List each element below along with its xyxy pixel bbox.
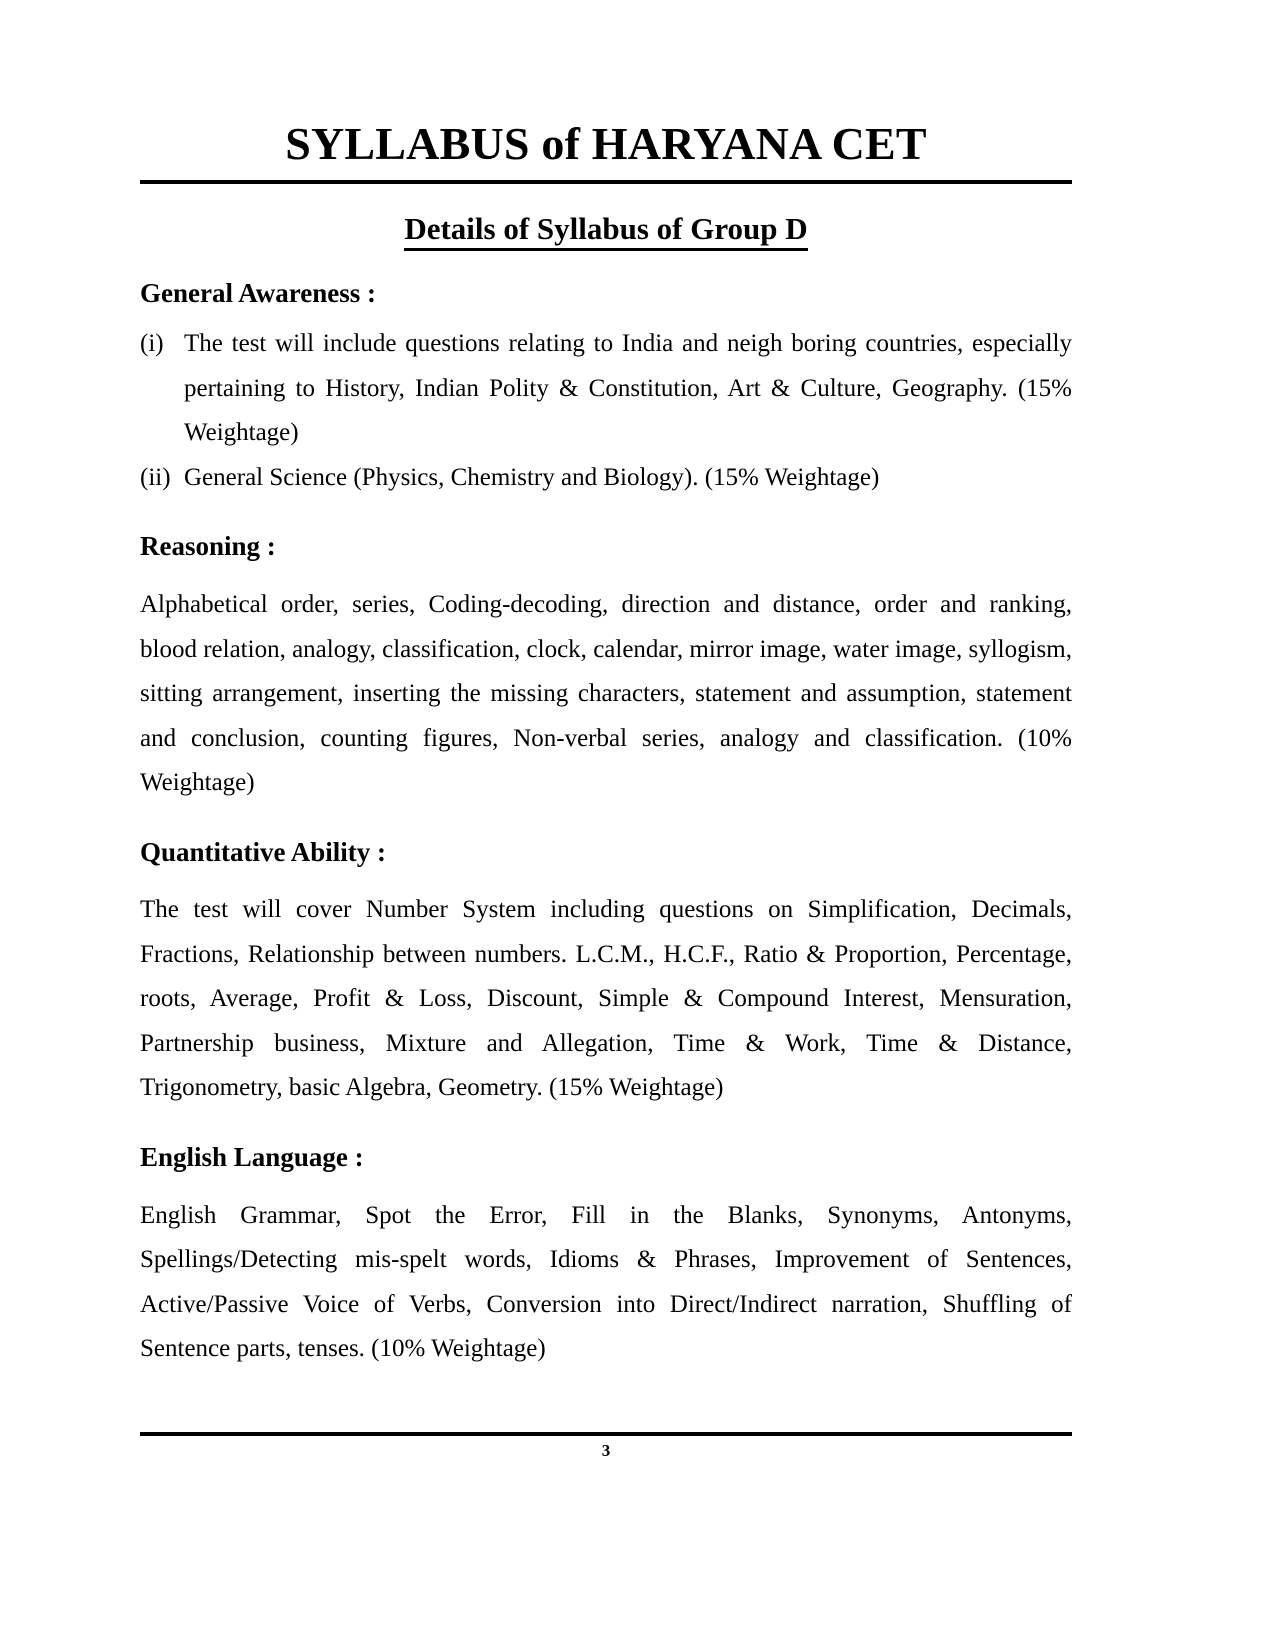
page-footer [140,1432,1072,1461]
section-body-quantitative-ability: The test will cover Number System including questions on Simplification, Decimals, Fractions, Relationship between numbers. L.C.M., H.C.F., Ratio & Proportion, Percentage, roots, Average, Profit & Loss, Discount, Simple & Compound Interest, Mensuration, Partnership business, Mixture and Allegation, Time & Work, Time & Distance, Trigonometry, basic Algebra, Geometry. (15% Weightage) [140,896,1072,1102]
section-body-english-language: English Grammar, Spot the Error, Fill in the Blanks, Synonyms, Antonyms, Spellings/Detecting mis-spelt words, Idioms & Phrases, Improvement of Sentences, Active/Passive Voice of Verbs, Conversion into Direct/Indirect narration, Shuffling of Sentence parts, tenses. (10% Weightage) [140,1201,1072,1363]
page-content [140,0,1072,1372]
section-heading-general-awareness: General Awareness : [140,277,376,308]
list-item-marker: (i) [140,330,164,358]
list-item [140,456,1072,501]
list-item-text: The test will include questions relating to India and neigh boring countries, especially pertaining to History, Indian Polity & Constitution, Art & Culture, Geography. (15% Weightage) [184,330,1072,447]
list-item-marker: (ii) [140,463,171,491]
page-number: 3 [601,1441,611,1460]
section-heading-reasoning: Reasoning : [140,531,276,562]
section-body-reasoning: Alphabetical order, series, Coding-decoding, direction and distance, order and ranking, blood relation, analogy, classification, clock, calendar, mirror image, water image, syllogism, sitting arrangement, inserting the missing characters, statement and assumption, statement and conclusion, counting figures, Non-verbal series, analogy and classification. (10% Weightage) [140,591,1072,797]
document-subtitle-text: Details of Syllabus of Group D [404,211,807,251]
list-item [140,322,1072,456]
list-item-text: General Science (Physics, Chemistry and Biology). (15% Weightage) [184,463,880,491]
section-heading-english-language: English Language : [140,1141,364,1172]
document-subtitle [140,184,1072,247]
page-title: SYLLABUS of HARYANA CET [285,118,927,169]
general-awareness-list [140,310,1072,500]
section-heading-quantitative-ability: Quantitative Ability : [140,836,387,867]
